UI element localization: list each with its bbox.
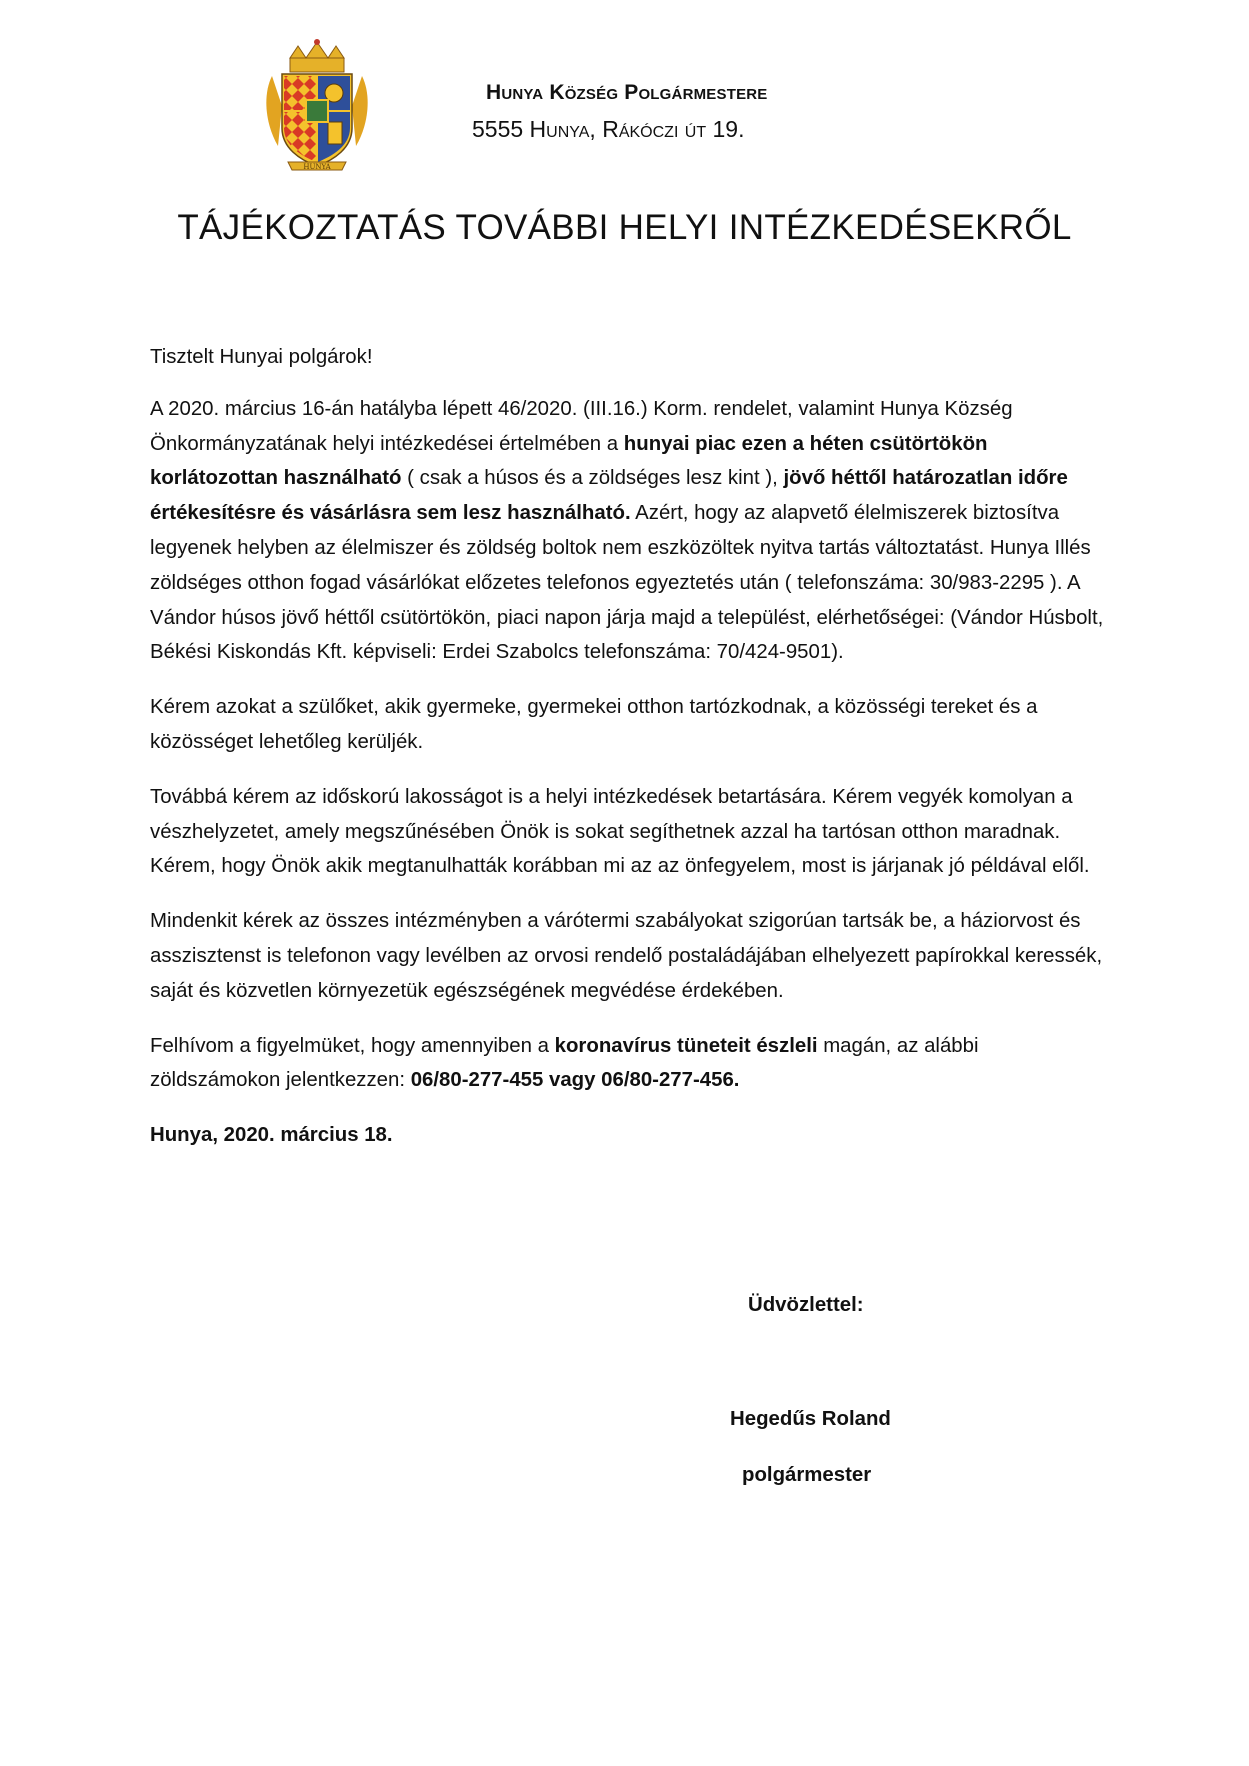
closing-greeting: Üdvözlettel: (748, 1294, 864, 1316)
crest-banner-text: HUNYA (303, 163, 331, 171)
date-line: Hunya, 2020. március 18. (150, 1124, 393, 1147)
org-address: 5555 Hunya, Rákóczi út 19. (472, 116, 745, 142)
greeting: Tisztelt Hunyai polgárok! (150, 346, 373, 368)
coat-of-arms-logo (262, 36, 372, 172)
document-title: TÁJÉKOZTATÁS TOVÁBBI HELYI INTÉZKEDÉSEKRŐL (177, 208, 1072, 247)
letter-body (150, 340, 1110, 1173)
paragraph-market: A 2020. március 16-án hatályba lépett 46/2020. (III.16.) Korm. rendelet, valamint Hunya Község Önkormányzatának helyi intézkedései értelmében a hunyai piac ezen a héten csütörtökön korlátozottan használható ( csak a húsos és a zöldséges lesz kint ), jövő héttől határozatlan időre értékesítésre és vásárlásra sem lesz használható. Azért, hogy az alapvető élelmiszerek biztosítva legyenek helyben az élelmiszer és zöldség boltok nem eszközöltek nyitva tartás változtatást. Hunya Illés zöldséges otthon fogad vásárlókat előzetes telefonos egyeztetés után ( telefonszáma: 30/983-2295 ). A Vándor húsos jövő héttől csütörtökön, piaci napon járja majd a települést, elérhetőségei: (Vándor Húsbolt, Békési Kiskondás Kft. képviseli: Erdei Szabolcs telefonszáma: 70/424-9501). (150, 397, 1104, 664)
paragraph-elderly: Továbbá kérem az időskorú lakosságot is a helyi intézkedések betartására. Kérem vegyék komolyan a vészhelyzetet, amely megszűnésében Önök is sokat segíthetnek azzal ha tartósan otthon maradnak. Kérem, hogy Önök akik megtanulhatták korábban mi az az önfegyelem, most is járjanak jó példával elől. (150, 785, 1090, 878)
signer-role: polgármester (742, 1464, 872, 1486)
org-name: Hunya Község Polgármestere (486, 81, 768, 104)
paragraph-hotline: Felhívom a figyelmüket, hogy amennyiben a koronavírus tüneteit észleli magán, az alábbi zöldszámokon jelentkezzen: 06/80-277-455 vagy 06/80-277-456. (150, 1034, 979, 1092)
paragraph-parents: Kérem azokat a szülőket, akik gyermeke, gyermekei otthon tartózkodnak, a közösségi tereket és a közösséget lehetőleg kerüljék. (150, 696, 1038, 753)
paragraph-institutions: Mindenkit kérek az összes intézményben a várótermi szabályokat szigorúan tartsák be, a háziorvost és asszisztenst is telefonon vagy levélben az orvosi rendelő postaládájában elhelyezett papírokkal keressék, saját és közvetlen környezetük egészségének megvédése érdekében. (150, 910, 1103, 1002)
signer-name: Hegedűs Roland (730, 1408, 891, 1430)
